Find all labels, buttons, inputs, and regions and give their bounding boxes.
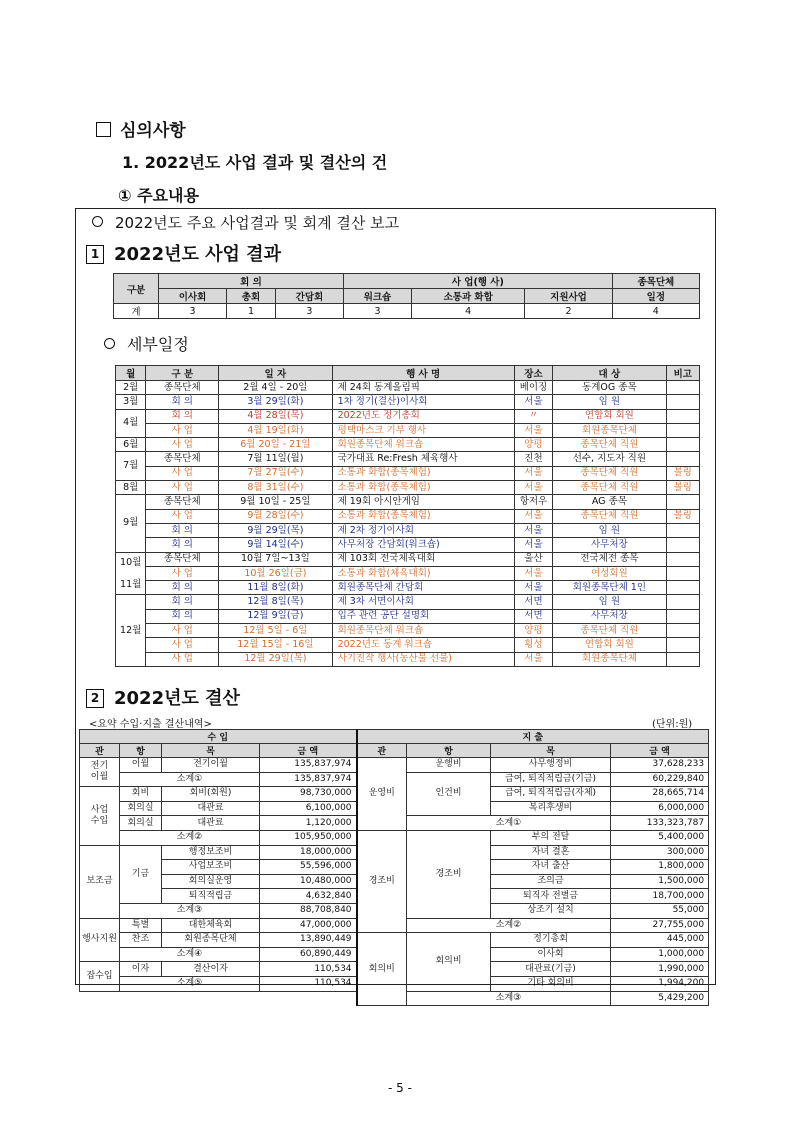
- budget-row: 회의실 대관료 1,120,000 소계① 133,323,787: [80, 816, 709, 831]
- schedule-cell-e: 평택마스크 기부 행사: [332, 423, 514, 437]
- schedule-cell-n: [666, 423, 699, 437]
- schedule-cell-e: 2022년도 동계 워크숍: [332, 638, 514, 652]
- schedule-cell-d: 9월 14일(수): [219, 538, 332, 552]
- schedule-cell-p: 서울: [514, 523, 552, 537]
- schedule-cell-n: [666, 609, 699, 623]
- schedule-row: [116, 509, 700, 523]
- schedule-cell-e: 소통과 화합(종목체험): [332, 466, 514, 480]
- schedule-cell-n: 볼링: [666, 466, 699, 480]
- schedule-row: [116, 495, 700, 509]
- schedule-cell-n: [666, 452, 699, 466]
- schedule-cell-p: 서면: [514, 609, 552, 623]
- schedule-table: 월 구 분 일 자 행 사 명 장소 대 상 비고 2월 종목단체 2월 4일 - 20일 제 24회 동계올림픽 베이징 동계OG 종목 3월 회 의 3월 29일(화) 1차 정기(결산)이사회 서울 임 원 4월 회 의 4월 28일(목) 2022년도 정기총회 〃 연합회 회원 사 업 4월 19일(화) 평택마스크 기부 행사 서울 회원종목단체 6월 사 업 6월 20일 - 21일 회원종목단체 워크숍 양평 종목단체 직원 7월 종목단체 7월 11일(월) 국가대표 Re:Fresh 체육행사 진천 선수, 지도자 직원 사 업 7월 27일(수) 소통과 화합(종목체험) 서울 종목단체 직원 볼링 8월 사 업 8월 31일(수) 소통과 화합(종목체험) 서울 종목단체 직원 볼링 9월 종목단체 9월 10일 - 25일 제 19회 아시안게임 항저우 AG 종목 사 업 9월 28일(수) 소통과 화합(종목체험) 서울 종목단체 직원 볼링 회 의 9월 29일(목) 제 2차 정기이사회 서울 임 원 회 의 9월 14일(수) 사무처장 간담회(워크숍) 서울 사무처장 10월 11월 종목단체 10월 7일~13일 제 103회 전국체육대회 울산 전국체전 종목 사 업 10월 26일(금) 소통과 화합(체육대회) 서울 여성회원 회 의 11월 8일(화) 회원종목단체 간담회 서울 회원종목단체 1인 12월 회 의 12월 8일(목) 제 3차 서면이사회 서면 임 원 회 의 12월 9일(금) 입주 관련 공단 설명회 서면 사무처장 사 업 12월 5일 - 6일 회원종목단체 워크숍 양평 종목단체 직원 사 업 12월 15일 - 16일 2022년도 동계 워크숍 횡성 연합회 회원 사 업 12월 29일(목) 사기진작 행사(농산물 선물) 서울 회원종목단체: [115, 365, 700, 667]
- schedule-cell-d: 3월 29일(화): [219, 395, 332, 409]
- schedule-row: [116, 609, 700, 623]
- budget-row: 사업 수입 회비 회비(회원) 98,730,000 급여, 퇴직적립금(자체) 28,665,714: [80, 787, 709, 802]
- schedule-row: [116, 452, 700, 466]
- schedule-cell-t: 종목단체 직원: [553, 624, 666, 638]
- schedule-cell-e: 사기진작 행사(농산물 선물): [332, 652, 514, 666]
- schedule-cell-t: 사무처장: [553, 538, 666, 552]
- budget-row: 소계③ 88,708,840 상조기 설치 55,000: [80, 903, 709, 918]
- schedule-month: 8월: [116, 481, 146, 495]
- schedule-cell-p: 서면: [514, 595, 552, 609]
- main-content-heading: ① 주요내용: [118, 186, 199, 205]
- schedule-cell-p: 진천: [514, 452, 552, 466]
- schedule-row: [116, 395, 700, 409]
- schedule-cell-t: 전국체전 종목: [553, 552, 666, 566]
- schedule-cell-n: [666, 409, 699, 423]
- budget-table: 수 입 지 출 관 항 목 금 액 관 항 목 금 액 전기 이월 이월 전기이월 135,837,974 운영비 운행비 사무행정비 37,628,233 소계① 135,837,974 인건비 급여, 퇴직적립금(기금) 60,229,840 사업 수입 회비 회비(회원) 98,730,000 급여, 퇴직적립금(자체) 28,665,714 회의실 대관료 6,100,000 복리후생비 6,000,000 회의실 대관료 1,120,000 소계① 133,323,787 소계② 105,950,000 경조비 경조비 부의 전달 5,400,000 보조금 기금 행정보조비 18,000,000 자녀 결혼 300,000 사업보조비 55,596,000 자녀 출산 1,800,000 회의실운영 10,480,000 조의금 1,500,000 퇴직적립금 4,632,840 퇴직자 전별금 18,700,000 소계③ 88,708,840 상조기 설치 55,000 행사지원 특별 대한체육회 47,000,000 소계② 27,755,000 찬조 회원종목단체 13,890,449 회의비 회의비 정기총회 445,000 소계④ 60,890,449 이사회 1,000,000 잡수입 이자 결산이자 110,534 대관료(기금) 1,990,000 소계⑤ 110,534 기타 회의비 1,994,200 소계③ 5,429,200: [79, 729, 709, 1006]
- schedule-cell-p: 항저우: [514, 495, 552, 509]
- schedule-cell-c: 회 의: [146, 538, 219, 552]
- schedule-cell-e: 제 19회 아시안게임: [332, 495, 514, 509]
- schedule-cell-c: 종목단체: [146, 381, 219, 395]
- schedule-cell-t: 사무처장: [553, 609, 666, 623]
- schedule-cell-t: 선수, 지도자 직원: [553, 452, 666, 466]
- schedule-cell-t: 회원종목단체: [553, 652, 666, 666]
- schedule-cell-p: 〃: [514, 409, 552, 423]
- schedule-cell-n: [666, 395, 699, 409]
- budget-row: 회의실운영 10,480,000 조의금 1,500,000: [80, 874, 709, 889]
- schedule-row: [116, 638, 700, 652]
- schedule-month: 12월: [116, 595, 146, 666]
- schedule-cell-e: 제 2차 정기이사회: [332, 523, 514, 537]
- schedule-cell-d: 8월 31일(수): [219, 481, 332, 495]
- schedule-cell-p: 양평: [514, 438, 552, 452]
- schedule-cell-c: 사 업: [146, 509, 219, 523]
- schedule-cell-e: 소통과 화합(종목체험): [332, 509, 514, 523]
- schedule-row: [116, 438, 700, 452]
- schedule-cell-t: 연합회 회원: [553, 409, 666, 423]
- budget-row: 소계⑤ 110,534 기타 회의비 1,994,200: [80, 976, 709, 991]
- schedule-cell-d: 9월 28일(수): [219, 509, 332, 523]
- circle-bullet-icon: [92, 216, 103, 227]
- schedule-cell-p: 서울: [514, 509, 552, 523]
- page-number: - 5 -: [388, 1081, 412, 1095]
- schedule-cell-c: 종목단체: [146, 552, 219, 566]
- schedule-cell-c: 회 의: [146, 581, 219, 595]
- budget-row: 소계② 105,950,000 경조비 경조비 부의 전달 5,400,000: [80, 830, 709, 845]
- budget-row: 소계③ 5,429,200: [80, 991, 709, 1006]
- schedule-cell-e: 제 103회 전국체육대회: [332, 552, 514, 566]
- budget-row: 소계④ 60,890,449 이사회 1,000,000: [80, 947, 709, 962]
- schedule-cell-d: 7월 27일(수): [219, 466, 332, 480]
- schedule-cell-d: 2월 4일 - 20일: [219, 381, 332, 395]
- checkbox-square-icon: [96, 122, 111, 137]
- budget-row: 보조금 기금 행정보조비 18,000,000 자녀 결혼 300,000: [80, 845, 709, 860]
- schedule-month: 3월: [116, 395, 146, 409]
- schedule-cell-e: 1차 정기(결산)이사회: [332, 395, 514, 409]
- schedule-cell-p: 서울: [514, 566, 552, 580]
- schedule-cell-p: 서울: [514, 538, 552, 552]
- schedule-cell-n: [666, 566, 699, 580]
- schedule-cell-d: 12월 8일(목): [219, 595, 332, 609]
- schedule-cell-c: 사 업: [146, 638, 219, 652]
- schedule-cell-p: 서울: [514, 481, 552, 495]
- circle-bullet-icon: [104, 338, 115, 349]
- section-business-result: 1 2022년도 사업 결과: [86, 240, 281, 266]
- summary-total-row: 계 3 1 3 3 4 2 4: [114, 304, 700, 319]
- schedule-cell-c: 종목단체: [146, 495, 219, 509]
- schedule-cell-t: 종목단체 직원: [553, 481, 666, 495]
- schedule-cell-n: [666, 523, 699, 537]
- budget-row: 회의실 대관료 6,100,000 복리후생비 6,000,000: [80, 801, 709, 816]
- schedule-cell-e: 국가대표 Re:Fresh 체육행사: [332, 452, 514, 466]
- schedule-cell-n: [666, 581, 699, 595]
- schedule-row: [116, 595, 700, 609]
- schedule-cell-n: 볼링: [666, 509, 699, 523]
- schedule-month: 10월 11월: [116, 552, 146, 595]
- budget-row: 전기 이월 이월 전기이월 135,837,974 운영비 운행비 사무행정비 37,628,233: [80, 758, 709, 773]
- schedule-cell-t: 종목단체 직원: [553, 438, 666, 452]
- schedule-cell-t: 동계OG 종목: [553, 381, 666, 395]
- schedule-row: [116, 481, 700, 495]
- section-number-box: 2: [86, 689, 104, 708]
- schedule-cell-c: 사 업: [146, 423, 219, 437]
- schedule-cell-d: 12월 29일(목): [219, 652, 332, 666]
- schedule-cell-n: [666, 552, 699, 566]
- budget-caption: <요약 수입·지출 결산내역>: [89, 719, 212, 730]
- schedule-month: 6월: [116, 438, 146, 452]
- summary-table: 구분 회 의 사 업(행 사) 종목단체 이사회 총회 간담회 워크숍 소통과 화합 지원사업 일정 계 3 1 3 3 4 2 4: [113, 273, 700, 319]
- schedule-row: [116, 381, 700, 395]
- schedule-cell-c: 사 업: [146, 652, 219, 666]
- budget-unit: (단위:원): [652, 719, 693, 730]
- schedule-cell-e: 소통과 화합(체육대회): [332, 566, 514, 580]
- schedule-cell-p: 횡성: [514, 638, 552, 652]
- schedule-cell-d: 6월 20일 - 21일: [219, 438, 332, 452]
- schedule-cell-c: 회 의: [146, 409, 219, 423]
- schedule-cell-p: 서울: [514, 395, 552, 409]
- schedule-row: [116, 466, 700, 480]
- schedule-cell-n: [666, 624, 699, 638]
- schedule-cell-c: 회 의: [146, 395, 219, 409]
- agenda-heading: 심의사항: [96, 116, 186, 141]
- section-settlement: 2 2022년도 결산: [86, 684, 240, 710]
- schedule-cell-p: 울산: [514, 552, 552, 566]
- budget-row: 찬조 회원종목단체 13,890,449 회의비 회의비 정기총회 445,000: [80, 933, 709, 948]
- schedule-month: 7월: [116, 452, 146, 481]
- schedule-cell-n: 볼링: [666, 481, 699, 495]
- schedule-cell-n: [666, 538, 699, 552]
- schedule-cell-n: [666, 438, 699, 452]
- schedule-cell-t: 임 원: [553, 523, 666, 537]
- budget-row: 소계① 135,837,974 인건비 급여, 퇴직적립금(기금) 60,229,840: [80, 772, 709, 787]
- schedule-cell-d: 12월 5일 - 6일: [219, 624, 332, 638]
- schedule-cell-d: 12월 15일 - 16일: [219, 638, 332, 652]
- schedule-cell-d: 9월 10일 - 25일: [219, 495, 332, 509]
- schedule-row: [116, 624, 700, 638]
- schedule-cell-t: AG 종목: [553, 495, 666, 509]
- schedule-cell-c: 회 의: [146, 609, 219, 623]
- schedule-cell-c: 사 업: [146, 438, 219, 452]
- schedule-cell-e: 소통과 화합(종목체험): [332, 481, 514, 495]
- schedule-month: 2월: [116, 381, 146, 395]
- budget-row: 사업보조비 55,596,000 자녀 출산 1,800,000: [80, 860, 709, 875]
- schedule-cell-d: 4월 19일(화): [219, 423, 332, 437]
- bullet-report: 2022년도 주요 사업결과 및 회계 결산 보고: [92, 212, 399, 233]
- budget-row: 퇴직적립금 4,632,840 퇴직자 전별금 18,700,000: [80, 889, 709, 904]
- schedule-cell-t: 회원종목단체 1인: [553, 581, 666, 595]
- schedule-cell-c: 사 업: [146, 566, 219, 580]
- section-number-box: 1: [86, 245, 104, 264]
- schedule-cell-e: 제 24회 동계올림픽: [332, 381, 514, 395]
- schedule-row: [116, 538, 700, 552]
- schedule-cell-t: 임 원: [553, 395, 666, 409]
- schedule-row: [116, 581, 700, 595]
- schedule-row: [116, 523, 700, 537]
- schedule-cell-e: 2022년도 정기총회: [332, 409, 514, 423]
- schedule-cell-e: 입주 관련 공단 설명회: [332, 609, 514, 623]
- schedule-row: [116, 552, 700, 566]
- schedule-row: [116, 652, 700, 666]
- schedule-cell-p: 서울: [514, 581, 552, 595]
- schedule-row: [116, 409, 700, 423]
- schedule-row: [116, 566, 700, 580]
- schedule-cell-t: 여성회원: [553, 566, 666, 580]
- schedule-cell-p: 양평: [514, 624, 552, 638]
- schedule-cell-t: 종목단체 직원: [553, 466, 666, 480]
- schedule-cell-d: 10월 7일~13일: [219, 552, 332, 566]
- schedule-cell-p: 서울: [514, 466, 552, 480]
- schedule-cell-d: 7월 11일(월): [219, 452, 332, 466]
- schedule-row: [116, 423, 700, 437]
- schedule-cell-e: 회원종목단체 워크숍: [332, 624, 514, 638]
- schedule-cell-t: 연합회 회원: [553, 638, 666, 652]
- schedule-cell-t: 회원종목단체: [553, 423, 666, 437]
- schedule-cell-d: 12월 9일(금): [219, 609, 332, 623]
- schedule-cell-c: 회 의: [146, 595, 219, 609]
- schedule-month: 4월: [116, 409, 146, 438]
- schedule-cell-c: 종목단체: [146, 452, 219, 466]
- schedule-cell-d: 9월 29일(목): [219, 523, 332, 537]
- schedule-cell-d: 11월 8일(화): [219, 581, 332, 595]
- schedule-cell-c: 회 의: [146, 523, 219, 537]
- schedule-month: 9월: [116, 495, 146, 552]
- schedule-cell-n: [666, 495, 699, 509]
- schedule-cell-c: 사 업: [146, 481, 219, 495]
- schedule-cell-e: 회원종목단체 워크숍: [332, 438, 514, 452]
- schedule-cell-t: 임 원: [553, 595, 666, 609]
- schedule-cell-e: 사무처장 간담회(워크숍): [332, 538, 514, 552]
- schedule-cell-c: 사 업: [146, 466, 219, 480]
- schedule-cell-d: 10월 26일(금): [219, 566, 332, 580]
- schedule-cell-n: [666, 381, 699, 395]
- schedule-cell-p: 서울: [514, 423, 552, 437]
- schedule-cell-p: 서울: [514, 652, 552, 666]
- schedule-cell-t: 종목단체 직원: [553, 509, 666, 523]
- schedule-cell-n: [666, 595, 699, 609]
- bullet-schedule: 세부일정: [104, 332, 189, 355]
- schedule-cell-e: 회원종목단체 간담회: [332, 581, 514, 595]
- schedule-cell-d: 4월 28일(목): [219, 409, 332, 423]
- budget-row: 잡수입 이자 결산이자 110,534 대관료(기금) 1,990,000: [80, 962, 709, 977]
- agenda-item-title: 1. 2022년도 사업 결과 및 결산의 건: [122, 153, 388, 172]
- schedule-cell-n: [666, 652, 699, 666]
- schedule-cell-c: 사 업: [146, 624, 219, 638]
- schedule-cell-p: 베이징: [514, 381, 552, 395]
- schedule-cell-e: 제 3차 서면이사회: [332, 595, 514, 609]
- schedule-cell-n: [666, 638, 699, 652]
- budget-row: 행사지원 특별 대한체육회 47,000,000 소계② 27,755,000: [80, 918, 709, 933]
